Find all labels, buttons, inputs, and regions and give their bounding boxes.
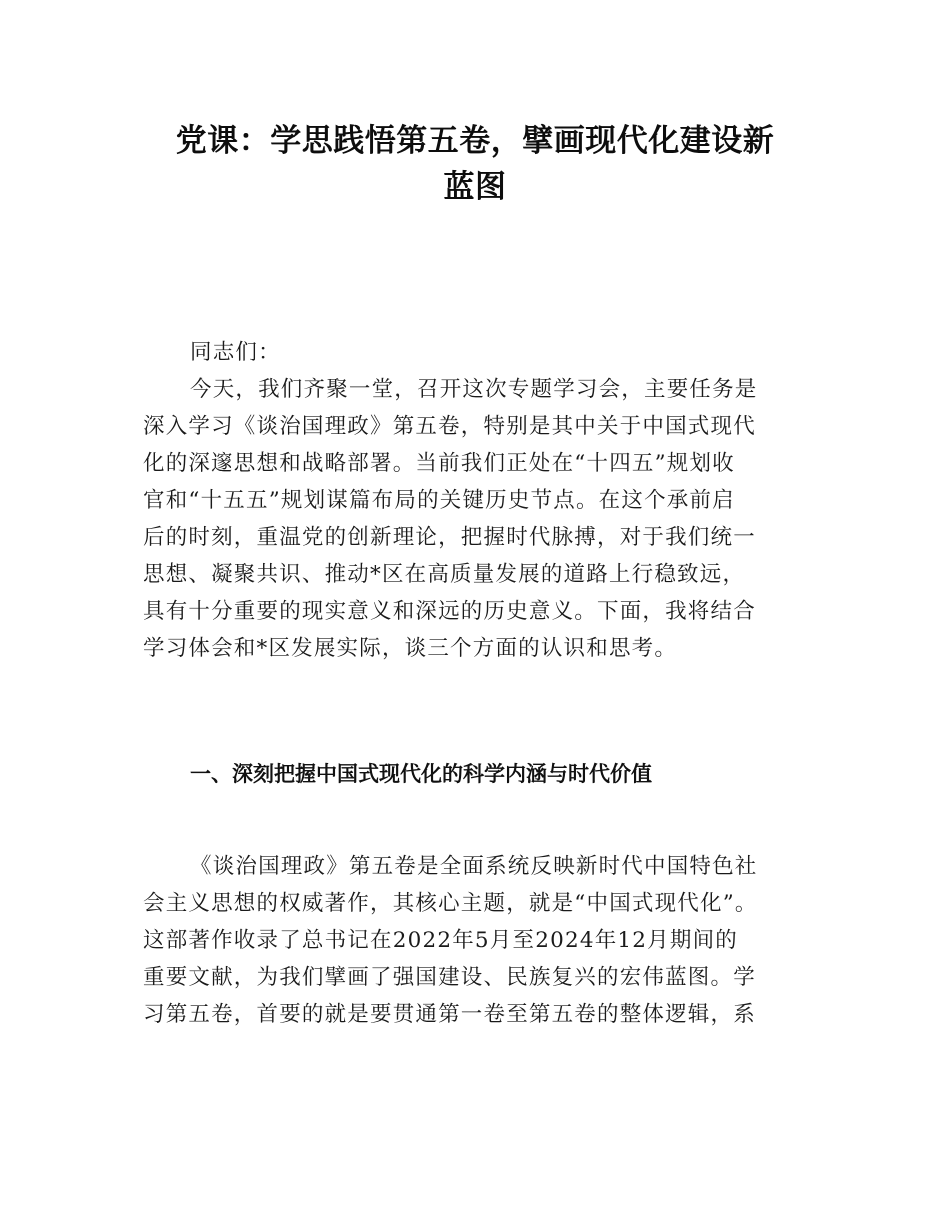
paragraph-line: 思想、凝聚共识、推动*区在高质量发展的道路上行稳致远，	[143, 562, 746, 587]
section-heading-1: 一、深刻把握中国式现代化的科学内涵与时代价值	[190, 762, 652, 786]
paragraph-line: 官和“十五五”规划谋篇布局的关键历史节点。在这个承前启	[143, 488, 735, 513]
paragraph-intro	[143, 371, 815, 667]
title-line-2: 蓝图	[443, 169, 507, 205]
paragraph-line: 《谈治国理政》第五卷是全面系统反映新时代中国特色社	[190, 854, 758, 879]
paragraph-line: 重要文献，为我们擘画了强国建设、民族复兴的宏伟蓝图。学	[143, 965, 756, 990]
document-title	[140, 118, 810, 210]
paragraph-line: 深入学习《谈治国理政》第五卷，特别是其中关于中国式现代	[143, 414, 756, 439]
paragraph-line: 学习体会和*区发展实际，谈三个方面的认识和思考。	[143, 636, 678, 661]
title-line-1: 党课：学思践悟第五卷，擘画现代化建设新	[175, 123, 775, 159]
greeting	[143, 334, 815, 371]
paragraph-section-1	[143, 848, 815, 1033]
paragraph-line: 这部著作收录了总书记在2022年5月至2024年12月期间的	[143, 928, 738, 953]
paragraph-line: 习第五卷，首要的就是要贯通第一卷至第五卷的整体逻辑，系	[143, 1002, 756, 1027]
greeting-text: 同志们：	[190, 340, 281, 365]
paragraph-line: 后的时刻，重温党的创新理论，把握时代脉搏，对于我们统一	[143, 525, 756, 550]
paragraph-line: 化的深邃思想和战略部署。当前我们正处在“十四五”规划收	[143, 451, 735, 476]
paragraph-line: 会主义思想的权威著作，其核心主题，就是“中国式现代化”。	[143, 891, 758, 916]
paragraph-line: 具有十分重要的现实意义和深远的历史意义。下面，我将结合	[143, 599, 756, 624]
paragraph-line: 今天，我们齐聚一堂，召开这次专题学习会，主要任务是	[190, 377, 758, 402]
